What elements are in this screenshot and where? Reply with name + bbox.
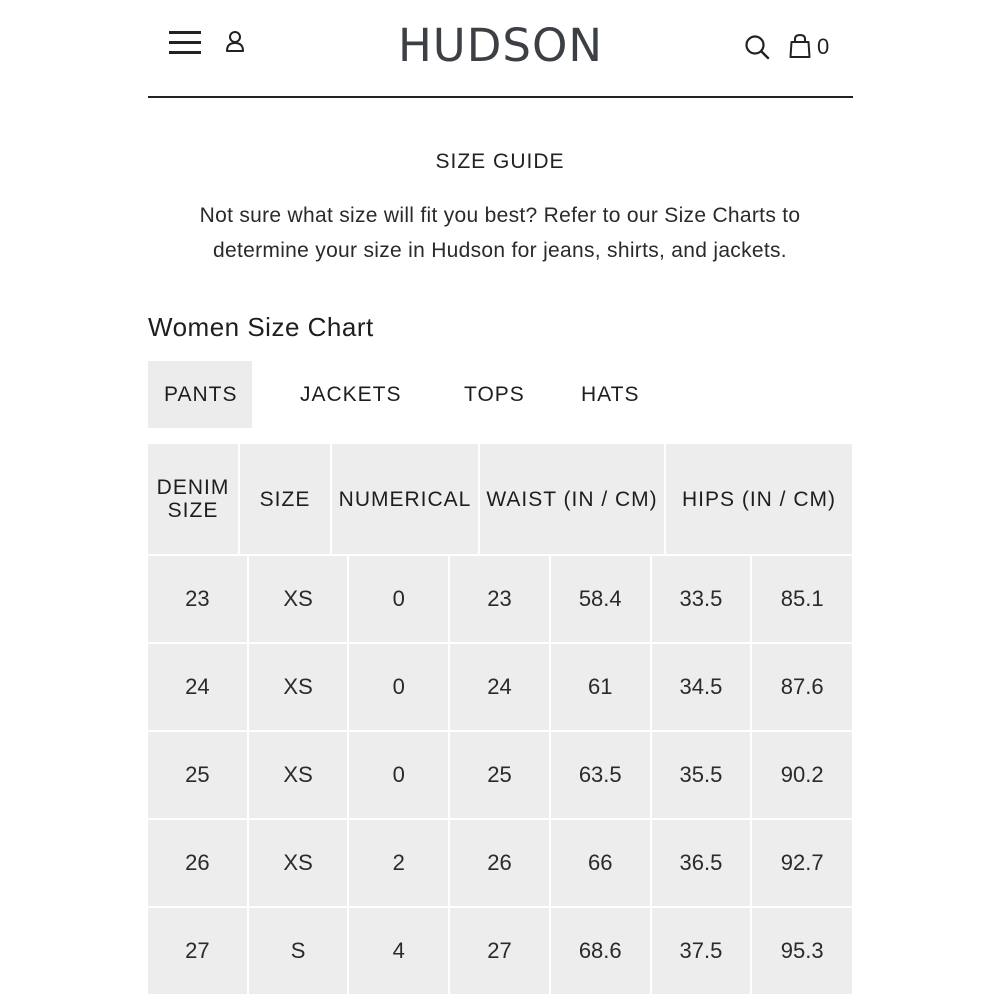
table-cell: 34.5 [652, 644, 751, 730]
table-cell: 0 [349, 556, 448, 642]
table-cell: 61 [551, 644, 650, 730]
size-table-body [148, 556, 852, 996]
header-hips: HIPS (IN / CM) [666, 444, 852, 554]
table-row [148, 732, 852, 818]
table-cell: 24 [450, 644, 549, 730]
table-cell: 66 [551, 820, 650, 906]
chart-heading: Women Size Chart [148, 312, 374, 342]
table-cell: 68.6 [551, 908, 650, 994]
table-cell: 36.5 [652, 820, 751, 906]
table-cell: 90.2 [752, 732, 852, 818]
intro-text: Not sure what size will fit you best? Refer to our Size Charts to determine your size in Hudson for jeans, shirts, and jackets. [199, 204, 801, 262]
tab-hats[interactable]: HATS [581, 383, 640, 406]
header-denim-size: DENIM SIZE [148, 444, 238, 554]
bag-icon[interactable] [789, 33, 811, 59]
table-cell: 0 [349, 644, 448, 730]
table-row [148, 556, 852, 642]
table-cell: 33.5 [652, 556, 751, 642]
header-waist: WAIST (IN / CM) [480, 444, 664, 554]
search-icon[interactable] [744, 34, 770, 60]
table-cell: 24 [148, 644, 247, 730]
size-chart-tabs [148, 361, 650, 428]
table-cell: 2 [349, 820, 448, 906]
table-cell: 25 [450, 732, 549, 818]
table-cell: 92.7 [752, 820, 852, 906]
brand-logo[interactable]: HUDSON [397, 19, 604, 72]
table-cell: 0 [349, 732, 448, 818]
table-row [148, 644, 852, 730]
tab-tops[interactable]: TOPS [464, 383, 525, 406]
size-table-header [148, 444, 852, 554]
header-size: SIZE [240, 444, 330, 554]
table-cell: 58.4 [551, 556, 650, 642]
table-cell: 95.3 [752, 908, 852, 994]
table-cell: XS [249, 556, 348, 642]
table-cell: 26 [148, 820, 247, 906]
table-cell: 23 [148, 556, 247, 642]
header-numerical: NUMERICAL [332, 444, 478, 554]
table-cell: XS [249, 820, 348, 906]
table-cell: 85.1 [752, 556, 852, 642]
table-cell: 27 [450, 908, 549, 994]
site-header [148, 0, 853, 98]
table-cell: XS [249, 732, 348, 818]
page-title: SIZE GUIDE [435, 150, 565, 173]
table-cell: 37.5 [652, 908, 751, 994]
tab-jackets[interactable]: JACKETS [300, 383, 402, 406]
table-cell: XS [249, 644, 348, 730]
table-row [148, 820, 852, 906]
bag-count[interactable]: 0 [817, 34, 830, 59]
tab-pants[interactable]: PANTS [148, 361, 252, 428]
table-cell: S [249, 908, 348, 994]
table-cell: 87.6 [752, 644, 852, 730]
table-cell: 4 [349, 908, 448, 994]
table-row [148, 908, 852, 994]
table-cell: 25 [148, 732, 247, 818]
table-cell: 35.5 [652, 732, 751, 818]
table-cell: 63.5 [551, 732, 650, 818]
table-cell: 26 [450, 820, 549, 906]
table-cell: 23 [450, 556, 549, 642]
table-cell: 27 [148, 908, 247, 994]
